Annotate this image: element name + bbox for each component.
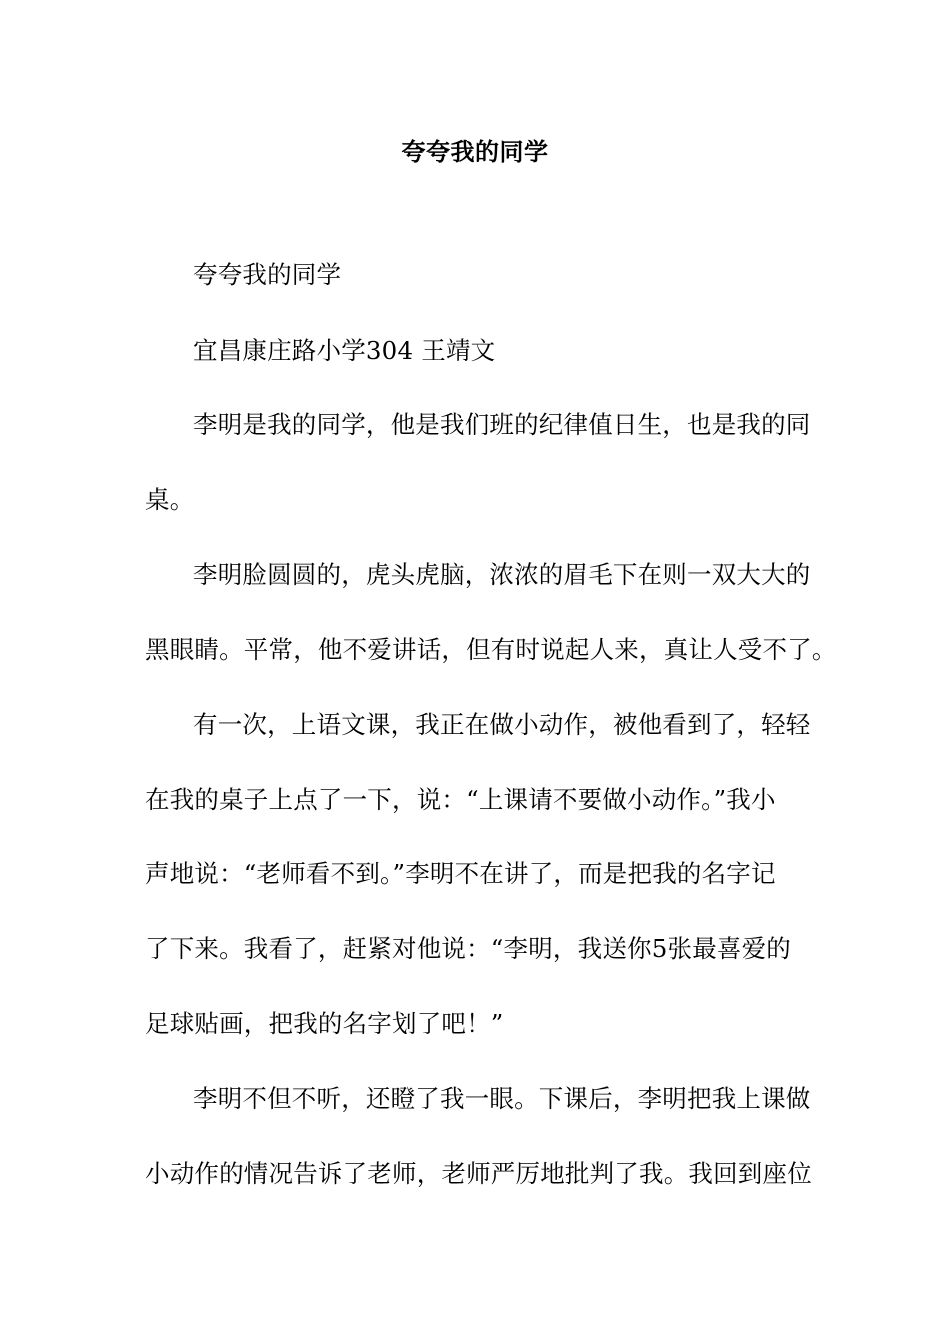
paragraph-line: 小动作的情况告诉了老师，老师严厉地批判了我。我回到座位 [145, 1159, 812, 1188]
paragraph-line: 黑眼睛。平常，他不爱讲话，但有时说起人来，真让人受不了。 [145, 635, 837, 664]
paragraph-line: 宜昌康庄路小学304 王靖文 [193, 336, 496, 365]
paragraph-line: 在我的桌子上点了一下，说：“上课请不要做小动作。”我小 [145, 785, 776, 814]
paragraph-line: 了下来。我看了，赶紧对他说：“李明，我送你5张最喜爱的 [145, 934, 792, 963]
document-title: 夸夸我的同学 [401, 137, 549, 166]
paragraph-line: 李明是我的同学，他是我们班的纪律值日生，也是我的同 [193, 410, 811, 439]
paragraph-line: 足球贴画，把我的名字划了吧！” [145, 1009, 504, 1038]
paragraph-line: 夸夸我的同学 [193, 260, 342, 289]
paragraph-line: 李明脸圆圆的，虎头虎脑，浓浓的眉毛下在则一双大大的 [193, 560, 811, 589]
paragraph-line: 有一次，上语文课，我正在做小动作，被他看到了，轻轻 [193, 710, 811, 739]
paragraph-line: 桌。 [145, 485, 195, 514]
paragraph-line: 声地说：“老师看不到。”李明不在讲了，而是把我的名字记 [145, 859, 776, 888]
paragraph-line: 李明不但不听，还瞪了我一眼。下课后，李明把我上课做 [193, 1084, 811, 1113]
